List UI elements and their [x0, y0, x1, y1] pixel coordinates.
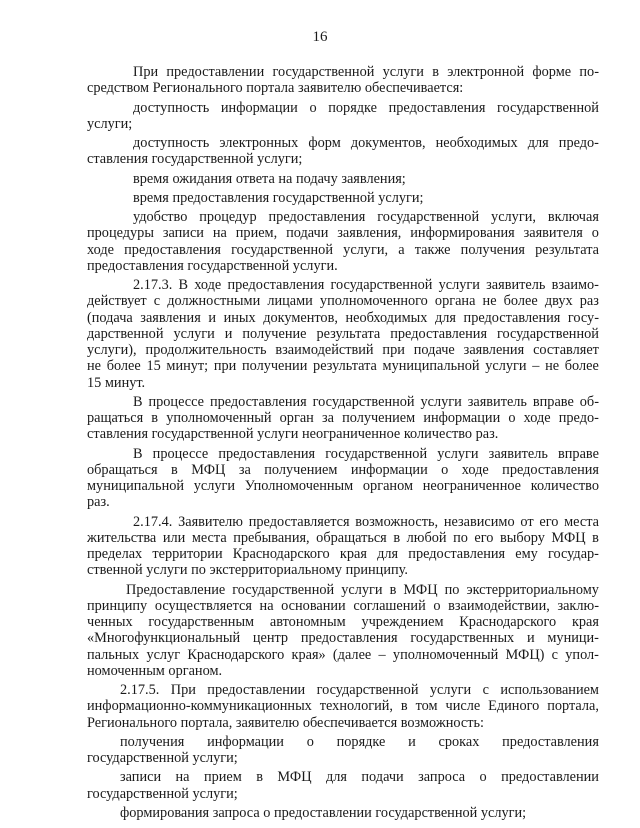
- text-word: получением: [264, 461, 338, 478]
- text-word: орган: [279, 410, 314, 426]
- text-word: заклю-: [557, 597, 599, 614]
- text-word: электронной: [447, 64, 525, 80]
- text-word: услуги: [437, 445, 479, 462]
- text-line-content: 15 минут.: [87, 374, 146, 391]
- text-word: заявитель: [467, 393, 527, 410]
- text-word: государственной: [272, 64, 375, 80]
- text-word: предо-: [558, 135, 599, 151]
- text-word: государственной: [497, 99, 599, 116]
- text-word: в: [256, 769, 263, 786]
- text-word: заявитель: [486, 277, 546, 293]
- text-word: информации: [220, 99, 298, 116]
- text-word: государ-: [548, 546, 599, 562]
- text-word: информации: [207, 733, 284, 750]
- text-word: Уполномоченным: [244, 478, 354, 494]
- text-word: обращаться: [87, 461, 158, 478]
- text-word: предоставления: [227, 277, 325, 293]
- text-word: порядке: [336, 733, 386, 750]
- text-word: на: [175, 769, 190, 786]
- text-line: [87, 310, 599, 326]
- text-word: края: [339, 546, 367, 562]
- text-word: предоставления: [300, 630, 398, 647]
- text-word: места: [564, 513, 599, 530]
- text-word: края»: [291, 646, 326, 663]
- text-word: и: [208, 309, 217, 326]
- text-word: Краснодарского: [187, 646, 285, 663]
- text-word: Краснодарского: [459, 614, 557, 630]
- text-word: порядке: [328, 99, 377, 116]
- text-word: при: [382, 342, 405, 358]
- text-word: получении: [241, 358, 308, 375]
- text-line: [87, 410, 599, 426]
- text-word: необходимых: [345, 309, 428, 326]
- text-word: информации: [423, 410, 501, 426]
- text-line-content: раз.: [87, 494, 110, 511]
- text-line: [87, 682, 599, 698]
- text-line: [87, 151, 599, 167]
- text-word: не: [482, 293, 497, 310]
- text-word: получение: [242, 325, 307, 342]
- text-line: [87, 135, 599, 151]
- text-line: [87, 598, 599, 614]
- text-word: При: [170, 682, 196, 698]
- text-word: а: [398, 241, 405, 258]
- text-line-content: государственной услуги;: [87, 750, 238, 766]
- text-word: 2.17.5.: [120, 682, 160, 698]
- text-word: не: [545, 358, 560, 375]
- text-word: обращаться: [316, 529, 387, 546]
- text-word: пребывания,: [233, 529, 310, 546]
- text-word: процедур: [199, 209, 257, 225]
- text-word: действует: [87, 293, 147, 310]
- text-line: [87, 647, 599, 663]
- text-word: продолжительность: [145, 342, 267, 358]
- text-word: форме: [532, 64, 572, 80]
- text-word: предоставления: [463, 309, 561, 326]
- text-word: по: [453, 529, 468, 546]
- text-word: информирования: [410, 225, 515, 242]
- text-line: [87, 258, 599, 274]
- text-word: места: [191, 529, 227, 546]
- text-word: государственных: [410, 630, 515, 647]
- text-word: предоставлении: [501, 769, 599, 786]
- text-word: электронных: [219, 135, 299, 151]
- text-word: предо-: [558, 410, 599, 426]
- text-word: для: [434, 309, 456, 326]
- text-word: государственным: [148, 614, 255, 630]
- document-body: [87, 64, 599, 824]
- text-word: необходимых: [435, 135, 518, 151]
- text-word: предоставления: [218, 445, 316, 462]
- text-word: услуги: [341, 581, 383, 598]
- text-word: подачи: [286, 225, 329, 242]
- text-line: [87, 663, 599, 679]
- text-line: [87, 462, 599, 478]
- page-number: 16: [312, 29, 328, 45]
- text-word: в: [151, 410, 159, 426]
- text-word: при: [213, 358, 237, 375]
- text-line: [87, 426, 599, 442]
- text-word: Предоставление: [126, 581, 226, 598]
- text-word: ходе: [87, 241, 114, 258]
- text-line-content: средством Регионального портала заявителю обеспечивается:: [87, 80, 464, 97]
- text-word: с: [551, 646, 559, 663]
- text-word: составляет: [533, 342, 599, 358]
- text-word: услуги: [382, 64, 424, 80]
- text-word: портала,: [547, 698, 599, 715]
- text-word: пределах: [87, 546, 143, 562]
- text-word: уполномоченный: [166, 410, 272, 426]
- text-word: заявления,: [337, 225, 402, 242]
- text-line: [87, 562, 599, 578]
- text-line-content: номоченным органом.: [87, 662, 223, 679]
- text-word: об-: [579, 393, 599, 410]
- text-line: [87, 190, 599, 206]
- text-word: числе: [445, 698, 481, 715]
- text-word: В: [133, 445, 143, 462]
- text-word: о: [508, 410, 516, 426]
- text-word: в: [592, 529, 599, 546]
- text-word: получением: [342, 410, 416, 426]
- text-line: [87, 100, 599, 116]
- text-word: ченных: [87, 614, 133, 630]
- text-word: принципу: [87, 597, 148, 614]
- text-word: том: [415, 698, 438, 715]
- text-word: включая: [547, 209, 599, 225]
- text-word: В: [178, 277, 189, 293]
- text-word: основании: [281, 597, 346, 614]
- text-word: документов,: [263, 309, 338, 326]
- text-word: о: [479, 769, 487, 786]
- text-word: При: [133, 64, 159, 80]
- text-word: услуги),: [87, 342, 137, 358]
- text-word: ращаться: [87, 410, 144, 426]
- text-word: заявителя: [523, 225, 583, 242]
- text-line: [87, 293, 599, 309]
- text-line-content: формирования запроса о предоставлении государственной услуги;: [120, 804, 527, 821]
- text-word: процессе: [148, 393, 204, 410]
- text-line: [87, 209, 599, 225]
- text-word: и: [526, 630, 535, 647]
- text-word: за: [238, 461, 251, 478]
- text-word: МФЦ: [277, 769, 312, 786]
- text-word: более: [106, 358, 141, 375]
- text-word: Краснодарского: [232, 546, 330, 562]
- text-word: иных: [223, 309, 256, 326]
- text-line: [87, 171, 599, 187]
- text-line-content: ставления государственной услуги неограниченное количество раз.: [87, 426, 499, 443]
- text-word: также: [414, 241, 451, 258]
- text-word: органом: [362, 478, 413, 494]
- text-word: «Многофункциональный: [87, 630, 241, 647]
- text-line-content: время предоставления государственной услуги;: [133, 189, 424, 206]
- text-word: раз: [579, 293, 599, 310]
- text-word: более: [564, 358, 599, 375]
- text-word: Единого: [488, 698, 540, 715]
- text-word: прием: [203, 769, 242, 786]
- text-word: должностными: [167, 293, 261, 310]
- text-word: МФЦ: [403, 581, 438, 598]
- text-word: уполномоченный: [392, 646, 499, 663]
- text-word: муниципальной: [382, 358, 480, 375]
- text-word: для: [377, 546, 399, 562]
- text-word: ходе: [523, 410, 551, 426]
- text-word: и: [224, 325, 233, 342]
- text-word: территории: [152, 546, 223, 562]
- text-line: [87, 326, 599, 342]
- text-line: [87, 514, 599, 530]
- text-line: [87, 394, 599, 410]
- text-word: на: [212, 225, 227, 242]
- text-word: учреждением: [361, 614, 444, 630]
- text-word: записи: [162, 225, 204, 242]
- text-word: прием,: [235, 225, 278, 242]
- text-word: выбору: [499, 529, 545, 546]
- text-word: результата: [316, 325, 381, 342]
- text-word: В: [133, 393, 143, 410]
- text-word: для: [325, 769, 347, 786]
- text-word: услуг: [146, 646, 181, 663]
- text-word: информации: [350, 461, 428, 478]
- text-line: [87, 630, 599, 646]
- text-line: [87, 546, 599, 562]
- text-word: процедуры: [87, 225, 154, 242]
- text-line: [87, 242, 599, 258]
- text-word: результата: [535, 241, 599, 258]
- text-word: услуги: [438, 277, 480, 293]
- text-word: более: [503, 293, 538, 310]
- text-word: запроса: [418, 769, 466, 786]
- text-word: МФЦ: [551, 529, 586, 546]
- text-word: подачи: [361, 769, 404, 786]
- text-word: вправе: [532, 393, 574, 410]
- text-word: минут;: [166, 358, 209, 375]
- text-word: предоставляется: [248, 513, 350, 530]
- text-word: в: [389, 581, 397, 598]
- text-word: муници-: [547, 630, 599, 647]
- text-word: взаимодействии,: [448, 597, 550, 614]
- text-word: двух: [544, 293, 573, 310]
- text-word: соглашений: [353, 597, 426, 614]
- text-word: услуги: [420, 393, 462, 410]
- text-word: государственной: [316, 682, 419, 698]
- text-word: неограниченное: [422, 478, 522, 494]
- text-word: о: [591, 225, 599, 242]
- text-word: государственной: [497, 325, 599, 342]
- text-word: муниципальной: [87, 478, 185, 494]
- text-word: о: [309, 99, 317, 116]
- text-word: ходе: [194, 277, 222, 293]
- text-word: процессе: [152, 445, 209, 462]
- text-word: количество: [530, 478, 599, 494]
- text-word: государственной: [231, 241, 333, 258]
- text-word: в: [432, 64, 439, 80]
- text-word: услуги: [173, 325, 215, 342]
- text-line-content: предоставления государственной услуги.: [87, 257, 338, 274]
- text-word: заявления: [140, 309, 201, 326]
- text-word: МФЦ): [505, 646, 545, 663]
- text-word: для: [527, 135, 549, 151]
- text-line: [87, 358, 599, 374]
- text-word: его: [539, 513, 559, 530]
- text-word: предоставлении: [166, 64, 265, 80]
- text-word: (далее: [332, 646, 372, 663]
- text-word: –: [378, 646, 386, 663]
- text-word: ходе: [461, 461, 489, 478]
- text-word: упол-: [565, 646, 599, 663]
- text-word: удобство: [133, 209, 188, 225]
- text-word: предоставления: [209, 393, 307, 410]
- text-line: [87, 64, 599, 80]
- text-word: подаче: [413, 342, 455, 358]
- text-line: [87, 582, 599, 598]
- text-word: уполномоченного: [319, 293, 428, 310]
- text-line-content: Регионального портала, заявителю обеспечивается возможность:: [87, 714, 484, 731]
- text-word: о: [433, 597, 441, 614]
- text-word: заявления: [463, 342, 525, 358]
- text-word: предоставлении: [207, 682, 306, 698]
- text-word: предоставления: [408, 546, 506, 562]
- text-line-content: время ожидания ответа на подачу заявления;: [133, 170, 406, 187]
- text-line: [87, 805, 599, 821]
- text-word: и: [408, 733, 416, 750]
- text-word: госу-: [567, 309, 599, 326]
- text-word: информационно-коммуникационных: [87, 698, 312, 715]
- text-word: с: [153, 293, 161, 310]
- text-word: МФЦ: [191, 461, 226, 478]
- text-word: возможность,: [355, 513, 439, 530]
- text-word: от: [520, 513, 534, 530]
- text-line: [87, 769, 599, 785]
- text-word: услуги: [193, 478, 236, 494]
- text-word: предоставления: [268, 209, 366, 225]
- text-word: органа: [434, 293, 476, 310]
- text-word: предоставления: [388, 99, 486, 116]
- text-line: [87, 446, 599, 462]
- text-line: [87, 750, 599, 766]
- text-word: 2.17.4.: [133, 513, 173, 530]
- text-word: 15: [146, 358, 161, 375]
- text-word: (подача: [87, 309, 133, 326]
- text-word: предоставления: [390, 325, 488, 342]
- text-line: [87, 614, 599, 630]
- text-word: заявитель: [488, 445, 548, 462]
- text-word: независимо: [443, 513, 515, 530]
- text-word: технологий,: [319, 698, 393, 715]
- text-word: предоставления: [124, 241, 221, 258]
- text-word: получения: [460, 241, 525, 258]
- text-word: доступность: [133, 99, 210, 116]
- text-word: по-: [579, 64, 599, 80]
- text-word: государственной: [232, 581, 335, 598]
- text-word: лицами: [267, 293, 313, 310]
- text-line: [87, 786, 599, 802]
- text-line: [87, 375, 599, 391]
- text-word: государственной: [312, 393, 415, 410]
- text-word: дарственной: [87, 325, 164, 342]
- text-word: взаимодействий: [275, 342, 374, 358]
- text-line: [87, 342, 599, 358]
- text-word: Заявителю: [178, 513, 243, 530]
- text-word: о: [441, 461, 449, 478]
- text-word: записи: [120, 769, 162, 786]
- text-word: не: [87, 358, 101, 375]
- text-word: сроках: [438, 733, 480, 750]
- text-word: о: [306, 733, 314, 750]
- text-word: государственной: [330, 277, 433, 293]
- text-word: –: [532, 358, 540, 375]
- text-line-content: государственной услуги;: [87, 785, 238, 802]
- text-word: услуги,: [491, 209, 536, 225]
- text-word: государственной: [377, 209, 480, 225]
- text-word: взаимо-: [551, 277, 599, 293]
- text-line: [87, 530, 599, 546]
- text-line: [87, 80, 599, 96]
- text-word: ему: [515, 546, 538, 562]
- text-line: [87, 698, 599, 714]
- text-word: 2.17.3.: [133, 277, 173, 293]
- text-line: [87, 478, 599, 494]
- text-word: предоставления: [502, 733, 599, 750]
- text-line-content: услуги;: [87, 115, 133, 132]
- text-word: документов,: [350, 135, 426, 151]
- text-line: [87, 734, 599, 750]
- text-word: за: [321, 410, 334, 426]
- text-word: услуги,: [343, 241, 389, 258]
- text-word: центр: [252, 630, 289, 647]
- text-line: [87, 277, 599, 293]
- text-word: в: [393, 529, 401, 546]
- text-word: любой: [406, 529, 447, 546]
- text-word: с: [482, 682, 489, 698]
- text-word: жительства: [87, 529, 157, 546]
- text-word: его: [474, 529, 494, 546]
- text-word: в: [400, 698, 408, 715]
- text-word: или: [162, 529, 186, 546]
- text-word: результата: [313, 358, 377, 375]
- text-word: автономным: [269, 614, 346, 630]
- text-line-content: ставления государственной услуги;: [87, 151, 303, 168]
- text-word: услуги: [429, 682, 472, 698]
- text-word: доступность: [133, 135, 210, 151]
- text-word: форм: [308, 135, 341, 151]
- text-word: услуги: [485, 358, 527, 375]
- text-line: [87, 225, 599, 241]
- text-word: экстерриториальному: [466, 581, 599, 598]
- text-line: [87, 715, 599, 731]
- text-line: [87, 116, 599, 132]
- text-word: края: [571, 614, 599, 630]
- text-line-content: ственной услуги по экстерриториальному принципу.: [87, 562, 408, 579]
- text-word: государственной: [325, 445, 428, 462]
- text-word: пальных: [87, 646, 140, 663]
- text-word: использованием: [500, 682, 599, 698]
- text-word: в: [171, 461, 178, 478]
- text-word: вправе: [558, 445, 599, 462]
- text-word: предоставления: [502, 461, 599, 478]
- text-word: осуществляется: [154, 597, 252, 614]
- text-word: по: [444, 581, 460, 598]
- text-word: на: [259, 597, 274, 614]
- text-line: [87, 494, 599, 510]
- text-word: получения: [120, 733, 185, 750]
